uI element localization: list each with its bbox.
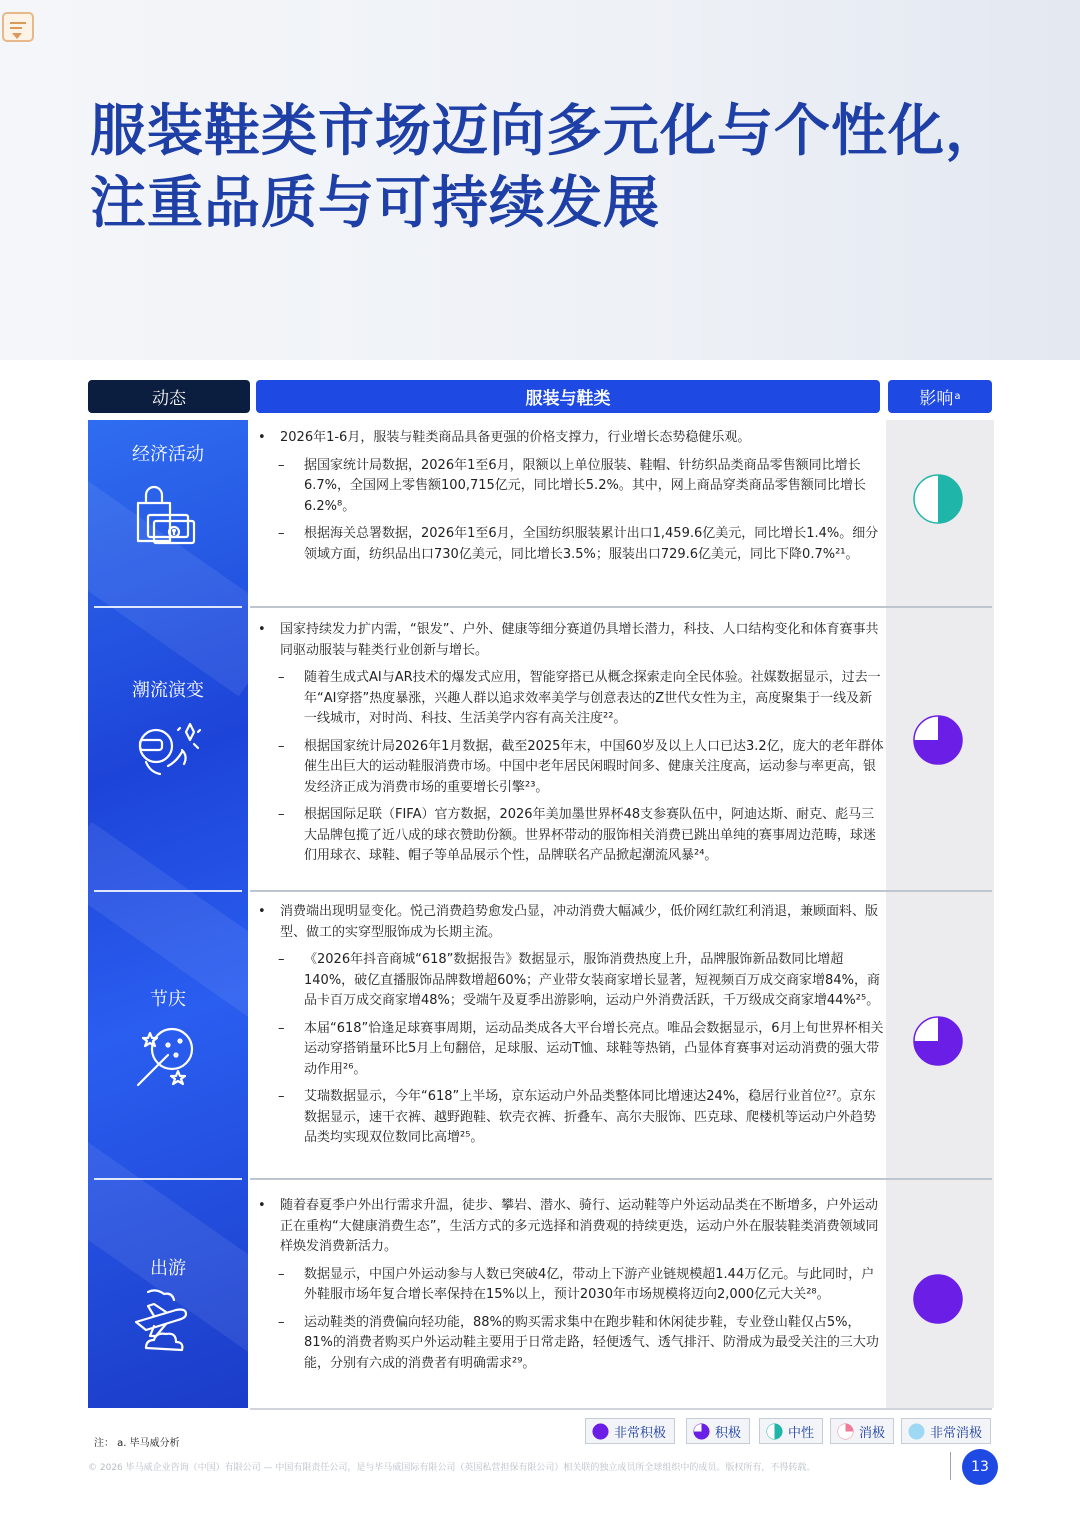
page-title: 服装鞋类市场迈向多元化与个性化，注重品质与可持续发展 — [90, 99, 1002, 236]
row-divider — [250, 606, 992, 608]
row-divider — [94, 890, 242, 892]
sub-bullet-text: – 据国家统计局数据，2026年1至6月，限额以上单位服装、鞋帽、针纺织品类商品零售额同比增长6.7%，全国网上零售额100,715亿元，同比增长5.2%。其中，网上商品穿类商品零售额同比增长6.2%⁸。 — [256, 456, 884, 518]
legend-negative — [830, 1418, 894, 1444]
sub-bullet-text: – 随着生成式AI与AR技术的爆发式应用，智能穿搭已从概念探索走向全民体验。社媒数据显示，过去一年“AI穿搭”热度暴涨，兴趣人群以追求效率美学与创意表达的Z世代女性为主，高度聚集于一线及新一线城市，对时尚、科技、生活美学内容有高关注度²²。 — [256, 668, 884, 730]
header-impact-footnote: a — [954, 391, 961, 402]
impact-pie-trend — [912, 714, 964, 766]
pie-fill — [938, 475, 962, 523]
row-label-travel: 出游 — [150, 1258, 186, 1279]
pie-background — [909, 1423, 925, 1439]
header-impact-label: 影响 — [919, 389, 954, 409]
shopping-bag-money-icon — [128, 475, 208, 555]
sub-bullet-text: – 根据国际足联（FIFA）官方数据，2026年美加墨世界杯48支参赛队伍中，阿迪达斯、耐克、彪马三大品牌包揽了近八成的球衣赞助份额。世界杯带动的服饰相关消费已跳出单纯的赛事周边范畴，球迷们用球衣、球鞋、帽子等单品展示个性，品牌联名产品掀起潮流风暴²⁴。 — [256, 805, 884, 867]
copyright-footer: © 2026 毕马威企业咨询（中国）有限公司 — 中国有限责任公司，是与毕马威国际有限公司（英国私营担保有限公司）相关联的独立成员所全球组织中的成员。版权所有，不得转载。 — [88, 1463, 816, 1473]
row-divider — [94, 1178, 242, 1180]
airplane-cloud-icon — [128, 1282, 208, 1362]
header-category: 服装与鞋类 — [256, 380, 880, 413]
pie-background — [914, 1275, 962, 1323]
legend-very-negative — [901, 1418, 991, 1444]
row-content-travel — [256, 1196, 884, 1374]
vr-headset-icon — [128, 710, 208, 790]
row-label-festival: 节庆 — [150, 989, 186, 1010]
bullet-text: • 随着春夏季户外出行需求升温，徒步、攀岩、潜水、骑行、运动鞋等户外运动品类在不断增多，户外运动正在重构“大健康消费生态”，生活方式的多元选择和消费观的持续更迭，运动户外在服装鞋类消费领域同样焕发消费新活力。 — [256, 1196, 884, 1258]
bullet-text: • 2026年1-6月，服装与鞋类商品具备更强的价格支撑力，行业增长态势稳健乐观。 — [256, 428, 884, 449]
legend-pie — [693, 1423, 710, 1440]
legend-label: 中性 — [788, 1425, 815, 1441]
row-divider — [250, 1178, 992, 1180]
legend-label: 积极 — [715, 1425, 742, 1441]
sub-bullet-text: – 《2026年抖音商城“618”数据报告》数据显示，服饰消费热度上升，品牌服饰新品数同比增超140%，破亿直播服饰品牌数增超60%；产业带女装商家增长显著，短视频百万成交商家增84%，商品卡百万成交商家增48%；受端午及夏季出游影响，运动户外消费活跃，千万级成交商家增44%²⁵。 — [256, 950, 884, 1012]
legend-very-positive — [585, 1418, 675, 1444]
sub-bullet-text: – 本届“618”恰逢足球赛事周期，运动品类成各大平台增长亮点。唯品会数据显示，6月上旬世界杯相关运动穿搭销量环比5月上旬翻倍，足球服、运动T恤、球鞋等热销，凸显体育赛事对运动消费的强大带动作用²⁶。 — [256, 1019, 884, 1081]
legend-label: 非常积极 — [614, 1425, 667, 1441]
dynamic-column — [88, 420, 248, 1408]
sub-bullet-text: – 根据海关总署数据，2026年1至6月，全国纺织服装累计出口1,459.6亿美元，同比增长1.4%。细分领域方面，纺织品出口730亿美元，同比增长3.5%；服装出口729.6亿美元，同比下降0.7%²¹。 — [256, 524, 884, 565]
legend-pie — [766, 1423, 783, 1440]
row-divider — [250, 890, 992, 892]
impact-pie-economy — [912, 473, 964, 525]
legend-positive — [686, 1418, 750, 1444]
title-banner — [0, 0, 1080, 360]
sub-bullet-text: – 根据国家统计局2026年1月数据，截至2025年末，中国60岁及以上人口已达3.2亿，庞大的老年群体催生出巨大的运动鞋服消费市场。中国中老年居民闲暇时间多、健康关注度高，运动参与率更高，银发经济正成为消费市场的重要增长引擎²³。 — [256, 737, 884, 799]
legend-pie — [908, 1423, 925, 1440]
page-number: 13 — [962, 1449, 998, 1485]
legend-label: 消极 — [859, 1425, 886, 1441]
row-divider — [94, 606, 242, 608]
sub-bullet-text: – 数据显示，中国户外运动参与人数已突破4亿，带动上下游产业链规模超1.44万亿元。与此同时，户外鞋服市场年复合增长率保持在15%以上，预计2030年市场规模将迈向2,000亿元大关²⁸。 — [256, 1265, 884, 1306]
impact-pie-travel — [912, 1273, 964, 1325]
festive-stars-icon — [128, 1015, 208, 1095]
impact-pie-festival — [912, 1015, 964, 1067]
row-content-festival — [256, 902, 884, 1149]
header-impact — [888, 380, 992, 413]
header-dynamic: 动态 — [88, 380, 250, 413]
legend-neutral — [759, 1418, 823, 1444]
legend-pie — [837, 1423, 854, 1440]
footer-divider — [950, 1452, 951, 1480]
row-label-trend: 潮流演变 — [132, 680, 204, 701]
row-content-economy — [256, 428, 884, 565]
row-label-economy: 经济活动 — [132, 444, 204, 465]
sub-bullet-text: – 运动鞋类的消费偏向轻功能，88%的购买需求集中在跑步鞋和休闲徒步鞋，专业登山鞋仅占5%，81%的消费者购买户外运动鞋主要用于日常走路，轻便透气、透气排汗、防滑成为最受关注的三大功能，分别有六成的消费者有明确需求²⁹。 — [256, 1313, 884, 1375]
footnote: 注： a. 毕马威分析 — [94, 1438, 180, 1449]
pie-background — [593, 1423, 609, 1439]
row-content-trend — [256, 620, 884, 867]
legend-pie — [592, 1423, 609, 1440]
pie-fill — [846, 1423, 854, 1431]
impact-column — [886, 420, 994, 1408]
sub-bullet-text: – 艾瑞数据显示，今年“618”上半场，京东运动户外品类整体同比增速达24%，稳居行业首位²⁷。京东数据显示，速干衣裤、越野跑鞋、软壳衣裤、折叠车、高尔夫服饰、匹克球、爬楼机等运动户外趋势品类均实现双位数同比高增²⁵。 — [256, 1087, 884, 1149]
legend-label: 非常消极 — [930, 1425, 983, 1441]
bullet-text: • 国家持续发力扩内需，“银发”、户外、健康等细分赛道仍具增长潜力，科技、人口结构变化和体育赛事共同驱动服装与鞋类行业创新与增长。 — [256, 620, 884, 661]
pie-fill — [775, 1423, 783, 1439]
bullet-text: • 消费端出现明显变化。悦己消费趋势愈发凸显，冲动消费大幅减少，低价网红款红利消退，兼顾面料、版型、做工的实穿型服饰成为长期主流。 — [256, 902, 884, 943]
comment-icon[interactable] — [2, 12, 34, 42]
table-bottom-border — [250, 1408, 992, 1410]
